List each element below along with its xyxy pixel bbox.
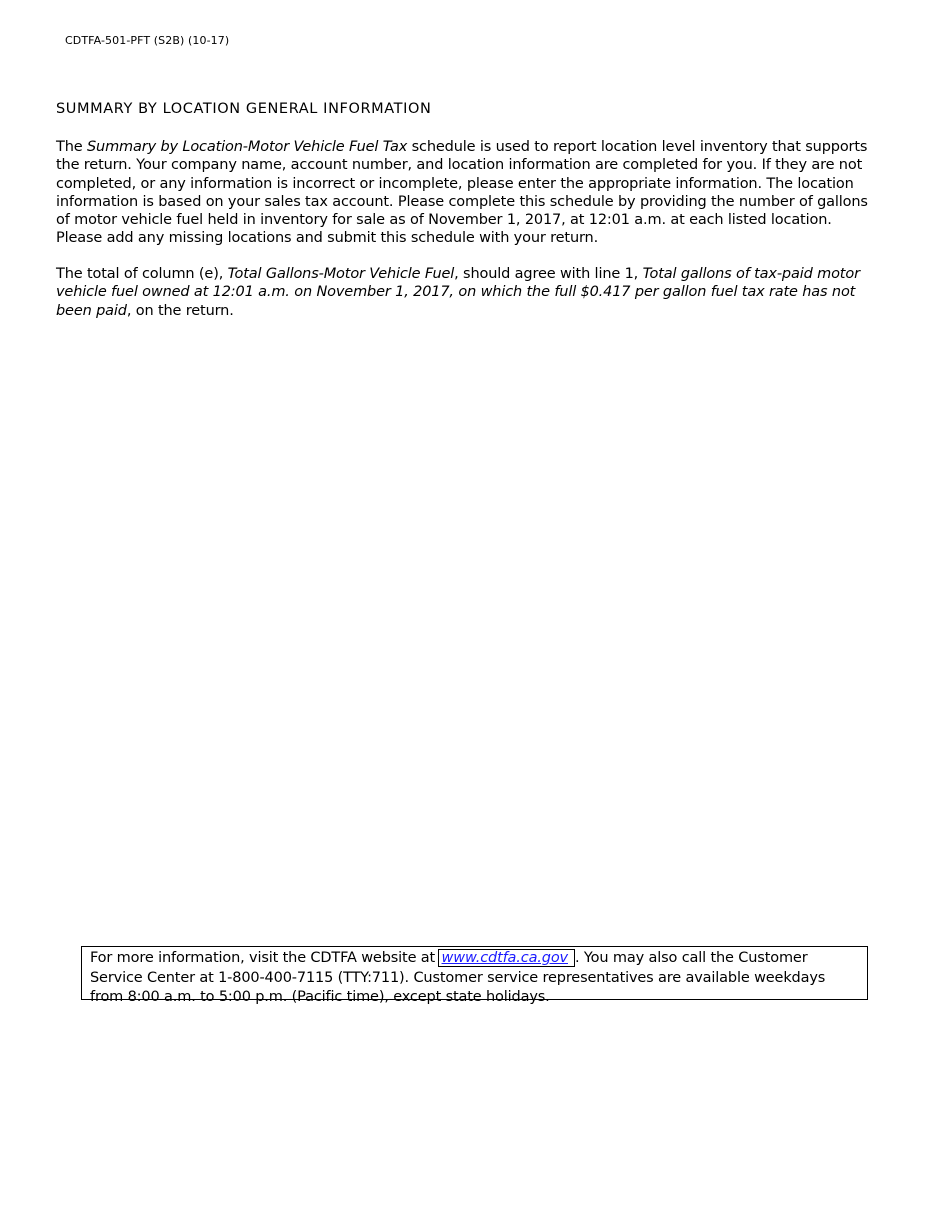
section-title: SUMMARY BY LOCATION GENERAL INFORMATION [56,101,432,117]
contact-info-box [81,946,868,1005]
info-text: . You may also call the Customer Service Center at 1-800-400-7115 (TTY:711). Customer service representatives are available weekdays from 8:00 a.m. to 5:00 p.m. (Pacific time), except state holidays. [90,950,826,1005]
paragraph-text: , should agree with line 1, [454,266,643,282]
line-1-description: Total gallons of tax-paid motor vehicle fuel owned at 12:01 a.m. on November 1, 2017, on which the full $0.417 per gallon fuel tax rate has not been paid [56,266,860,319]
general-info-paragraph [56,138,880,248]
info-text: For more information, visit the CDTFA website at [90,950,440,966]
cdtfa-website-link[interactable]: www.cdtfa.ca.gov [438,949,575,967]
paragraph-text: , on the return. [126,302,234,319]
column-name: Total Gallons-Motor Vehicle Fuel [227,266,455,282]
paragraph-text: The total of column (e), [56,266,228,282]
column-total-paragraph [56,265,880,320]
form-code: CDTFA-501-PFT (S2B) (10-17) [65,34,230,47]
paragraph-text: schedule is used to report location level inventory that supports the return. Your company name, account number, and location information are completed for you. If they are not completed, or any information is incorrect or incomplete, please enter the appropriate information. The location information is based on your sales tax account. Please complete this schedule by providing the number of gallons of motor vehicle fuel held in inventory for sale as of November 1, 2017, at 12:01 a.m. at each listed location. Please add any missing locations and submit this schedule with your return. [56,139,868,247]
schedule-name: Summary by Location-Motor Vehicle Fuel Tax [86,139,408,155]
paragraph-text: The [56,139,87,155]
